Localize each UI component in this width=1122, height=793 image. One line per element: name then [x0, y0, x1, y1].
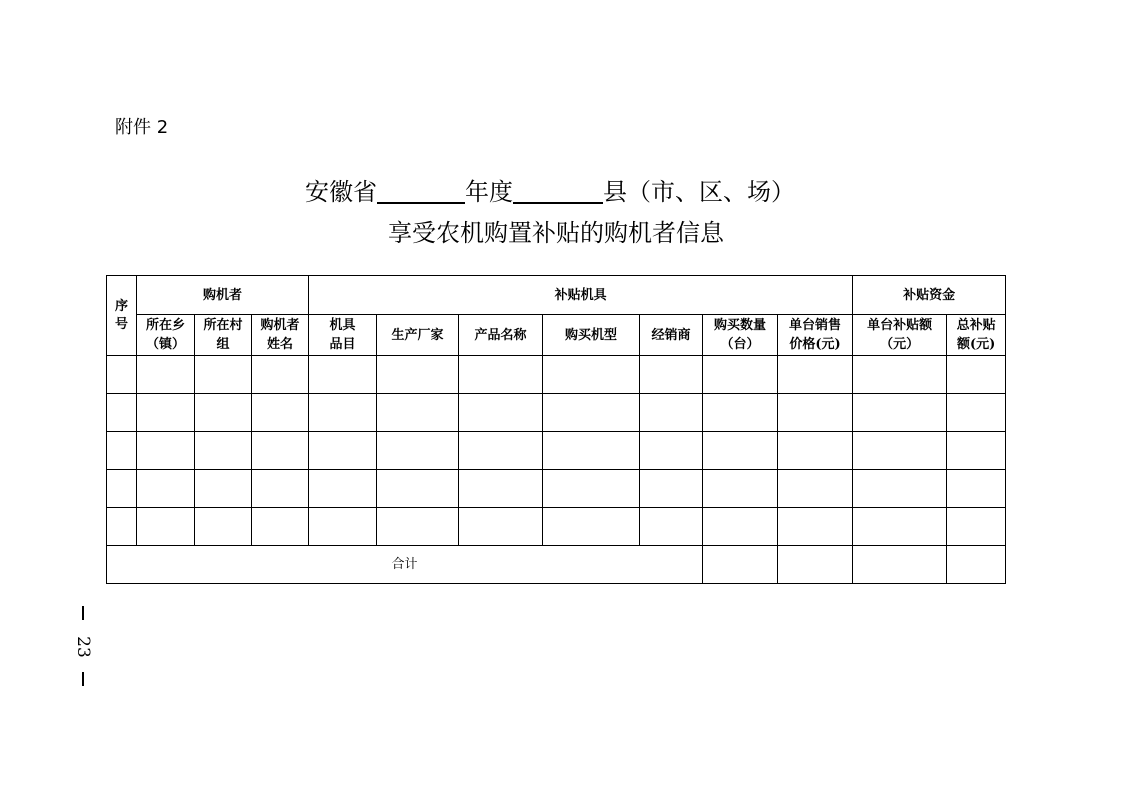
- table-cell[interactable]: [947, 508, 1006, 546]
- attachment-label: 附件 2: [115, 117, 169, 138]
- table-cell[interactable]: [309, 394, 377, 432]
- header-model: 购买机型: [543, 315, 640, 356]
- table-cell[interactable]: [377, 508, 459, 546]
- page-number-dash-top: [82, 606, 84, 620]
- table-cell[interactable]: [459, 432, 543, 470]
- table-cell[interactable]: [252, 394, 309, 432]
- table-row: [107, 508, 1006, 546]
- table-cell[interactable]: [195, 508, 252, 546]
- table-cell[interactable]: [778, 394, 853, 432]
- table-cell[interactable]: [137, 508, 195, 546]
- table-cell[interactable]: [853, 356, 947, 394]
- total-subsidy-cell[interactable]: [947, 546, 1006, 584]
- table-row: [107, 394, 1006, 432]
- total-label: 合计: [107, 546, 703, 584]
- header-buyer-name: 购机者姓名: [252, 315, 309, 356]
- title-county: 县（市、区、场）: [603, 178, 795, 206]
- total-unit-subsidy-cell[interactable]: [853, 546, 947, 584]
- table-cell[interactable]: [947, 394, 1006, 432]
- table-cell[interactable]: [377, 470, 459, 508]
- table-cell[interactable]: [107, 356, 137, 394]
- table-cell[interactable]: [640, 470, 703, 508]
- header-total-subsidy: 总补贴额(元): [947, 315, 1006, 356]
- table-cell[interactable]: [309, 356, 377, 394]
- table-cell[interactable]: [107, 508, 137, 546]
- table-cell[interactable]: [377, 432, 459, 470]
- table-cell[interactable]: [947, 470, 1006, 508]
- table-cell[interactable]: [703, 356, 778, 394]
- table-cell[interactable]: [778, 432, 853, 470]
- table-cell[interactable]: [543, 432, 640, 470]
- total-row: [107, 546, 1006, 584]
- title-year: 年度: [465, 178, 513, 206]
- title-province: 安徽省: [305, 178, 377, 206]
- table-cell[interactable]: [543, 508, 640, 546]
- table-cell[interactable]: [703, 394, 778, 432]
- table-cell[interactable]: [195, 432, 252, 470]
- table-cell[interactable]: [195, 356, 252, 394]
- table-cell[interactable]: [703, 470, 778, 508]
- page-number-text: 23: [73, 636, 93, 658]
- table-cell[interactable]: [137, 432, 195, 470]
- table-cell[interactable]: [640, 356, 703, 394]
- header-row-2: [107, 315, 1006, 356]
- county-blank: [513, 178, 603, 204]
- total-quantity-cell[interactable]: [703, 546, 778, 584]
- table-cell[interactable]: [137, 356, 195, 394]
- table-cell[interactable]: [640, 394, 703, 432]
- header-category: 机具品目: [309, 315, 377, 356]
- table-cell[interactable]: [703, 432, 778, 470]
- header-product-name: 产品名称: [459, 315, 543, 356]
- header-township: 所在乡（镇）: [137, 315, 195, 356]
- table-cell[interactable]: [640, 508, 703, 546]
- table-cell[interactable]: [853, 432, 947, 470]
- table-cell[interactable]: [252, 508, 309, 546]
- table-cell[interactable]: [853, 394, 947, 432]
- header-quantity: 购买数量（台）: [703, 315, 778, 356]
- table-cell[interactable]: [947, 356, 1006, 394]
- table-cell[interactable]: [543, 394, 640, 432]
- table-cell[interactable]: [252, 432, 309, 470]
- table-cell[interactable]: [543, 470, 640, 508]
- document-title-line1: [0, 175, 1100, 209]
- table-row: [107, 470, 1006, 508]
- table-cell[interactable]: [377, 356, 459, 394]
- header-unit-subsidy: 单台补贴额（元）: [853, 315, 947, 356]
- table-cell[interactable]: [195, 470, 252, 508]
- header-village: 所在村组: [195, 315, 252, 356]
- header-buyer: 购机者: [137, 276, 309, 315]
- table-row: [107, 356, 1006, 394]
- table-cell[interactable]: [107, 470, 137, 508]
- table-row: [107, 432, 1006, 470]
- table-cell[interactable]: [137, 470, 195, 508]
- header-dealer: 经销商: [640, 315, 703, 356]
- header-funds: 补贴资金: [853, 276, 1006, 315]
- header-unit-price: 单台销售价格(元): [778, 315, 853, 356]
- table-cell[interactable]: [107, 394, 137, 432]
- table-cell[interactable]: [778, 470, 853, 508]
- table-cell[interactable]: [137, 394, 195, 432]
- table-cell[interactable]: [309, 470, 377, 508]
- table-cell[interactable]: [195, 394, 252, 432]
- table-cell[interactable]: [853, 470, 947, 508]
- table-cell[interactable]: [853, 508, 947, 546]
- table-cell[interactable]: [107, 432, 137, 470]
- table-cell[interactable]: [459, 470, 543, 508]
- header-machine: 补贴机具: [309, 276, 853, 315]
- header-row-1: [107, 276, 1006, 315]
- table-cell[interactable]: [778, 508, 853, 546]
- table-cell[interactable]: [459, 508, 543, 546]
- table-cell[interactable]: [543, 356, 640, 394]
- subsidy-info-table: [106, 275, 1006, 584]
- table-cell[interactable]: [778, 356, 853, 394]
- table-cell[interactable]: [640, 432, 703, 470]
- page-number-dash-bottom: [82, 672, 84, 686]
- table-cell[interactable]: [703, 508, 778, 546]
- header-manufacturer: 生产厂家: [377, 315, 459, 356]
- total-price-cell[interactable]: [778, 546, 853, 584]
- table-cell[interactable]: [377, 394, 459, 432]
- table-cell[interactable]: [252, 356, 309, 394]
- document-title-line2: 享受农机购置补贴的购机者信息: [388, 219, 724, 247]
- table-cell[interactable]: [459, 394, 543, 432]
- table-cell[interactable]: [309, 432, 377, 470]
- table-cell[interactable]: [252, 470, 309, 508]
- header-seq: 序号: [107, 276, 137, 356]
- page-number: [68, 606, 98, 686]
- table-cell[interactable]: [947, 432, 1006, 470]
- table-cell[interactable]: [459, 356, 543, 394]
- year-blank: [377, 178, 465, 204]
- table-cell[interactable]: [309, 508, 377, 546]
